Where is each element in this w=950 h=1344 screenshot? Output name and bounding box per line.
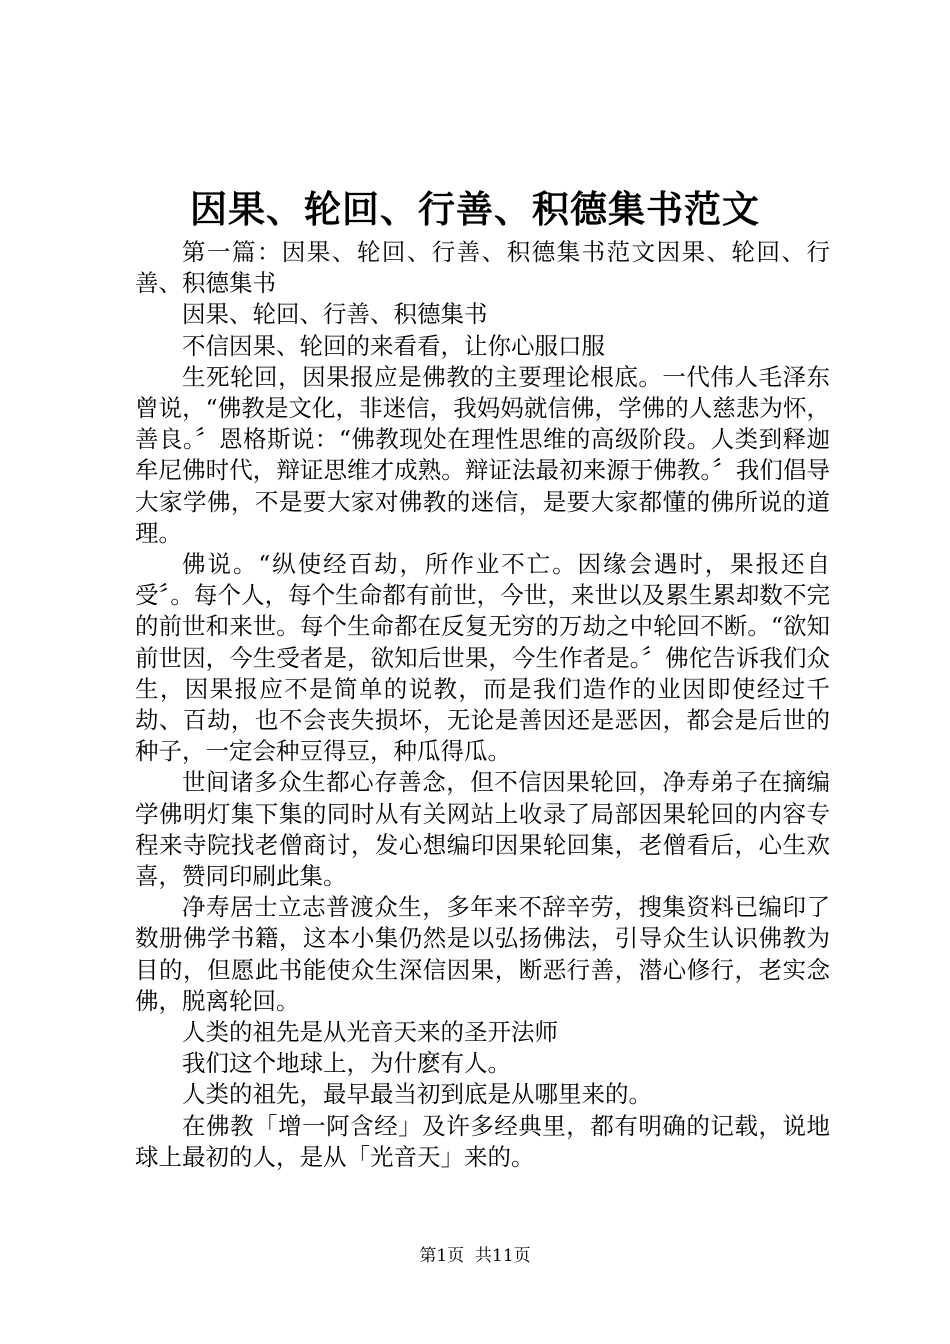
paragraph: 佛说。“纵使经百劫，所作业不亡。因缘会遇时，果报还自受〞。每个人，每个生命都有前世，今世，来世以及累生累却数不完的前世和来世。每个生命都在反复无穷的万劫之中轮回不断。“欲知前世因，今生受者是，欲知后世果，今生作者是。〞佛佗告诉我们众生，因果报应不是简单的说教，而是我们造作的业因即使经过千劫、百劫，也不会丧失损坏，无论是善因还是恶因，都会是后世的种子，一定会种豆得豆，种瓜得瓜。 bbox=[135, 550, 830, 766]
page-footer bbox=[0, 1244, 950, 1268]
document-body bbox=[135, 237, 830, 1173]
page-total: 共11页 bbox=[475, 1246, 531, 1266]
paragraph: 生死轮回，因果报应是佛教的主要理论根底。一代伟人毛泽东曾说，“佛教是文化，非迷信，我妈妈就信佛，学佛的人慈悲为怀，善良。〞恩格斯说：“佛教现处在理性思维的高级阶段。人类到释迦牟尼佛时代，辩证思维才成熟。辩证法最初来源于佛教。〞我们倡导大家学佛，不是要大家对佛教的迷信，是要大家都懂的佛所说的道理。 bbox=[135, 362, 830, 547]
paragraph: 我们这个地球上，为什麽有人。 bbox=[182, 1049, 511, 1078]
paragraph: 不信因果、轮回的来看看，让你心服口服 bbox=[182, 331, 605, 360]
paragraph: 在佛教「增一阿含经」及许多经典里，都有明确的记载，说地球上最初的人，是从「光音天」来的。 bbox=[135, 1111, 830, 1171]
paragraph: 第一篇：因果、轮回、行善、积德集书范文因果、轮回、行善、积德集书 bbox=[135, 238, 830, 298]
document-title: 因果、轮回、行善、积德集书范文 bbox=[190, 187, 760, 231]
page-number: 第1页 bbox=[419, 1246, 465, 1266]
paragraph: 世间诸多众生都心存善念，但不信因果轮回，净寿弟子在摘编学佛明灯集下集的同时从有关网站上收录了局部因果轮回的内容专程来寺院找老僧商讨，发心想编印因果轮回集，老僧看后，心生欢喜，赞同印刷此集。 bbox=[135, 768, 830, 891]
paragraph: 净寿居士立志普渡众生，多年来不辞辛劳，搜集资料已编印了数册佛学书籍，这本小集仍然是以弘扬佛法，引导众生认识佛教为目的，但愿此书能使众生深信因果，断恶行善，潜心修行，老实念佛，脱离轮回。 bbox=[135, 893, 830, 1015]
paragraph: 因果、轮回、行善、积德集书 bbox=[182, 300, 488, 329]
paragraph: 人类的祖先是从光音天来的圣开法师 bbox=[182, 1018, 558, 1047]
paragraph: 人类的祖先，最早最当初到底是从哪里来的。 bbox=[182, 1080, 652, 1109]
